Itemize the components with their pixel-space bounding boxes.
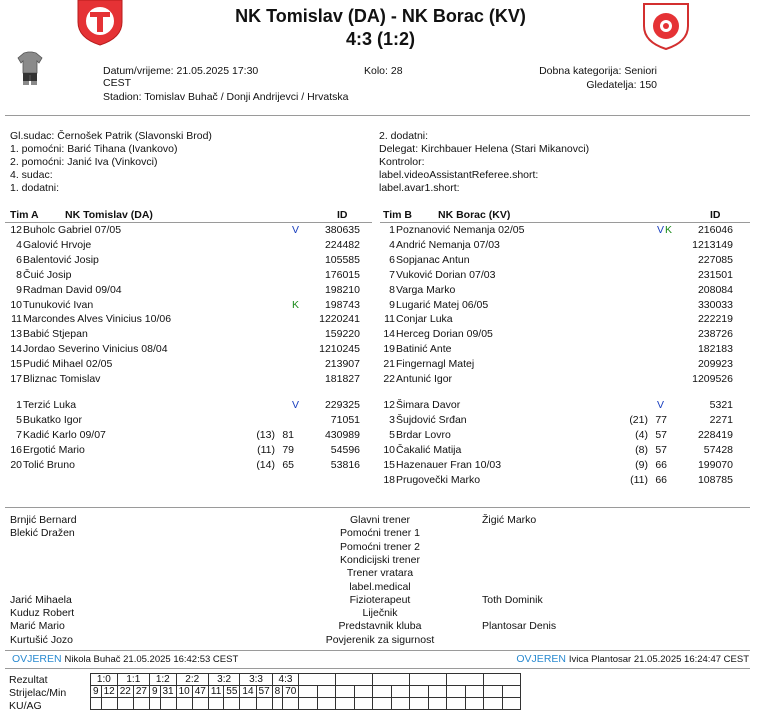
- substitution-for: (9): [635, 458, 648, 471]
- player-id: 1209526: [692, 373, 733, 385]
- player-name: Andrić Nemanja 07/03: [396, 238, 500, 251]
- substitution-for: (21): [629, 413, 648, 426]
- player-name: Galović Hrvoje: [23, 238, 92, 251]
- kuag-cell: [101, 698, 117, 710]
- staff-role: label.medical: [349, 580, 411, 593]
- staff-role: Trener vratara: [346, 567, 414, 580]
- player-number: 17: [10, 373, 22, 385]
- player-id: 5321: [709, 399, 733, 411]
- player-number: 10: [383, 443, 395, 456]
- player-name: Čuić Josip: [23, 268, 72, 281]
- scorer-minute-cell: 55: [224, 686, 240, 698]
- player-id: 198210: [324, 283, 360, 296]
- player-name: Prugovečki Marko: [396, 473, 481, 486]
- player-name: Poznanović Nemanja 02/05: [396, 224, 525, 236]
- team-a-name: NK Tomislav (DA): [65, 209, 153, 221]
- staff-away-name: Toth Dominik: [482, 593, 543, 606]
- official-line: label.videoAssistantReferee.short:: [379, 169, 539, 181]
- player-name: Vuković Dorian 07/03: [396, 268, 496, 281]
- kuag-cell: [502, 698, 521, 710]
- kuag-cell: [317, 698, 336, 710]
- kuag-cell: [149, 698, 160, 710]
- player-name: Tunuković Ivan: [23, 298, 94, 311]
- score-empty-cell: [299, 674, 336, 686]
- player-number: 12: [383, 399, 395, 411]
- substitution-minute: 79: [282, 443, 294, 456]
- player-id: 227085: [697, 253, 733, 266]
- player-number: 5: [16, 413, 22, 426]
- staff-home-name: Kuduz Robert: [10, 607, 75, 620]
- player-number: 3: [389, 413, 395, 426]
- scorer-number-cell: 22: [117, 686, 133, 698]
- score-empty-cell: [299, 686, 318, 698]
- player-id: 71051: [330, 413, 360, 426]
- score-empty-cell: [336, 674, 373, 686]
- team-a-label: Tim A: [10, 209, 39, 221]
- player-number: 7: [389, 268, 395, 281]
- official-line: label.avar1.short:: [379, 182, 460, 194]
- player-number: 11: [384, 313, 395, 326]
- player-name: Čakalić Matija: [396, 443, 462, 456]
- player-number: 12: [10, 224, 22, 236]
- score-row-label-scorer: Strijelac/Min: [9, 687, 67, 699]
- score-result-cell: 1:1: [117, 674, 149, 686]
- kuag-cell: [354, 698, 373, 710]
- kuag-cell: [224, 698, 240, 710]
- score-empty-cell: [336, 686, 355, 698]
- player-name: Fingernagl Matej: [396, 358, 475, 371]
- substitution-for: (11): [257, 443, 275, 456]
- player-id: 2271: [709, 413, 733, 426]
- player-name: Bliznac Tomislav: [23, 373, 101, 385]
- substitution-for: (13): [256, 428, 275, 441]
- player-number: 7: [16, 428, 22, 441]
- staff-role: Pomoćni trener 1: [340, 527, 420, 540]
- player-name: Sopjanac Antun: [396, 253, 470, 266]
- score-empty-cell: [447, 686, 466, 698]
- score-empty-cell: [484, 686, 503, 698]
- player-id: 430989: [324, 428, 360, 441]
- player-id: 176015: [324, 268, 360, 281]
- player-id: 1210245: [319, 343, 360, 356]
- player-id: 330033: [697, 298, 733, 311]
- player-number: 8: [16, 268, 22, 281]
- substitution-for: (11): [630, 473, 648, 486]
- jersey-icon: [17, 51, 43, 87]
- staff-home-name: Jarić Mihaela: [10, 593, 72, 606]
- player-id: 1220241: [319, 313, 360, 326]
- divider: [5, 668, 750, 669]
- player-id: 199070: [697, 458, 733, 471]
- player-number: 9: [389, 298, 395, 311]
- kuag-cell: [391, 698, 410, 710]
- score-empty-cell: [373, 674, 410, 686]
- player-id: 108785: [697, 473, 733, 486]
- scorer-minute-cell: 31: [160, 686, 176, 698]
- player-number: 6: [16, 253, 22, 266]
- kuag-cell: [299, 698, 318, 710]
- substitution-for: (8): [635, 443, 648, 456]
- staff-role: Povjerenik za sigurnost: [325, 633, 435, 646]
- player-id: 222219: [697, 313, 733, 326]
- player-id: 216046: [697, 224, 733, 236]
- spectators: Gledatelja: 150: [586, 79, 657, 91]
- staff-home-name: Brnjić Bernard: [10, 514, 77, 526]
- player-role-mark: V: [657, 224, 665, 236]
- player-number: 15: [10, 358, 22, 371]
- score-empty-cell: [410, 686, 429, 698]
- kuag-cell: [240, 698, 256, 710]
- player-number: 10: [10, 298, 22, 311]
- scorer-number-cell: 9: [91, 686, 102, 698]
- kuag-cell: [410, 698, 429, 710]
- home-verified-status: OVJEREN: [12, 653, 62, 665]
- staff-home-name: Kurtušić Jozo: [10, 633, 74, 646]
- kuag-cell: [256, 698, 272, 710]
- team-b-id-header: ID: [710, 209, 721, 221]
- team-a-id-header: ID: [337, 209, 348, 221]
- kuag-cell: [428, 698, 447, 710]
- player-id: 231501: [697, 268, 733, 281]
- player-name: Tolić Bruno: [23, 458, 75, 471]
- score-empty-cell: [410, 674, 447, 686]
- player-number: 16: [10, 443, 22, 456]
- home-verified-text: Nikola Buhač 21.05.2025 16:42:53 CEST: [64, 654, 239, 665]
- staff-role: Glavni trener: [349, 514, 411, 526]
- substitution-minute: 77: [655, 413, 667, 426]
- kuag-cell: [336, 698, 355, 710]
- official-line: 4. sudac:: [10, 169, 53, 181]
- official-line: 2. dodatni:: [379, 130, 429, 142]
- player-name: Hazenauer Fran 10/03: [396, 458, 502, 471]
- player-number: 22: [383, 373, 395, 385]
- kuag-cell: [373, 698, 392, 710]
- player-id: 229325: [324, 399, 360, 411]
- staff-role: Pomoćni trener 2: [340, 540, 420, 553]
- team-b-divider: [380, 222, 750, 223]
- home-verification: [12, 653, 238, 665]
- player-number: 13: [10, 328, 22, 341]
- player-id: 228419: [697, 428, 733, 441]
- player-name: Radman David 09/04: [23, 283, 122, 296]
- score-result-cell: 2:2: [176, 674, 208, 686]
- staff-role: Predstavnik kluba: [338, 620, 422, 633]
- player-number: 19: [383, 343, 395, 356]
- scorer-minute-cell: 57: [256, 686, 272, 698]
- player-number: 18: [383, 473, 395, 486]
- substitution-for: (14): [256, 458, 275, 471]
- kuag-cell: [117, 698, 133, 710]
- player-name: Batinić Ante: [396, 343, 452, 356]
- player-name: Herceg Dorian 09/05: [396, 328, 493, 341]
- scorer-minute-cell: 27: [133, 686, 149, 698]
- player-name: Terzić Luka: [23, 399, 77, 411]
- match-timezone: CEST: [103, 77, 132, 89]
- staff-away-name: Žigić Marko: [482, 514, 537, 526]
- player-name: Šujdović Srđan: [396, 413, 467, 426]
- team-b-label: Tim B: [383, 209, 412, 221]
- team-a-divider: [5, 222, 372, 223]
- player-id: 53816: [330, 458, 360, 471]
- player-role-mark: V: [292, 224, 300, 236]
- player-name: Balentović Josip: [23, 253, 99, 266]
- match-datetime: Datum/vrijeme: 21.05.2025 17:30: [103, 65, 259, 77]
- score-row-label-result: Rezultat: [9, 674, 48, 686]
- kuag-cell: [133, 698, 149, 710]
- official-line: 1. dodatni:: [10, 182, 60, 194]
- scorer-number-cell: 11: [208, 686, 223, 698]
- player-name: Bukatko Igor: [23, 413, 82, 426]
- official-line: Kontrolor:: [379, 156, 425, 168]
- player-id: 159220: [324, 328, 360, 341]
- player-number: 6: [389, 253, 395, 266]
- match-title: NK Tomislav (DA) - NK Borac (KV): [235, 6, 526, 26]
- score-result-cell: 1:0: [91, 674, 118, 686]
- player-role-mark: V: [657, 399, 665, 411]
- player-name: Pudić Mihael 02/05: [23, 358, 113, 371]
- player-role-mark: V: [292, 399, 300, 411]
- staff-role: Fizioterapeut: [349, 593, 411, 606]
- player-number: 1: [16, 399, 22, 411]
- score-empty-cell: [484, 674, 521, 686]
- player-number: 9: [16, 283, 22, 296]
- kuag-cell: [160, 698, 176, 710]
- player-name: Brdar Lovro: [396, 428, 451, 441]
- score-result-cell: 3:2: [208, 674, 240, 686]
- staff-role: Kondicijski trener: [340, 553, 420, 566]
- scoring-table: [90, 673, 521, 710]
- player-number: 4: [16, 238, 22, 251]
- player-id: 198743: [324, 298, 360, 311]
- score-empty-cell: [317, 686, 336, 698]
- score-empty-cell: [465, 686, 484, 698]
- age-category: Dobna kategorija: Seniori: [539, 65, 657, 77]
- divider: [5, 115, 750, 116]
- captain-mark: K: [665, 224, 673, 236]
- scorer-number-cell: 8: [272, 686, 283, 698]
- score-result-cell: 4:3: [272, 674, 299, 686]
- team-b-name: NK Borac (KV): [438, 209, 511, 221]
- scorer-minute-cell: 47: [192, 686, 208, 698]
- scorer-number-cell: 14: [240, 686, 256, 698]
- substitution-minute: 57: [655, 428, 667, 441]
- divider: [5, 650, 750, 651]
- substitution-minute: 65: [282, 458, 294, 471]
- away-verified-status: OVJEREN: [516, 653, 566, 665]
- score-empty-cell: [391, 686, 410, 698]
- substitution-for: (4): [635, 428, 648, 441]
- player-name: Antunić Igor: [396, 373, 453, 385]
- substitution-minute: 66: [655, 473, 667, 486]
- player-id: 57428: [703, 443, 733, 456]
- kuag-cell: [272, 698, 283, 710]
- player-id: 105585: [324, 253, 360, 266]
- kuag-cell: [176, 698, 192, 710]
- player-name: Buholc Gabriel 07/05: [23, 224, 122, 236]
- player-number: 11: [11, 313, 22, 326]
- kuag-cell: [465, 698, 484, 710]
- official-line: 1. pomoćni: Barić Tihana (Ivankovo): [10, 143, 178, 155]
- player-name: Kadić Karlo 09/07: [23, 428, 106, 441]
- score-empty-cell: [447, 674, 484, 686]
- player-name: Lugarić Matej 06/05: [396, 298, 489, 311]
- score-empty-cell: [354, 686, 373, 698]
- score-empty-cell: [373, 686, 392, 698]
- player-name: Varga Marko: [396, 283, 456, 296]
- scorer-number-cell: 10: [176, 686, 192, 698]
- player-name: Ergotić Mario: [23, 443, 85, 456]
- kuag-cell: [208, 698, 223, 710]
- score-result-cell: 3:3: [240, 674, 272, 686]
- scorer-number-cell: 9: [149, 686, 160, 698]
- player-id: 238726: [697, 328, 733, 341]
- score-result-cell: 1:2: [149, 674, 176, 686]
- substitution-minute: 81: [282, 428, 294, 441]
- staff-home-name: Blekić Dražen: [10, 527, 75, 540]
- player-number: 14: [10, 343, 22, 356]
- player-id: 182183: [697, 343, 733, 356]
- player-name: Conjar Luka: [396, 313, 453, 326]
- player-name: Šimara Davor: [396, 399, 461, 411]
- player-number: 8: [389, 283, 395, 296]
- player-id: 380635: [324, 224, 360, 236]
- player-id: 224482: [324, 238, 360, 251]
- player-role-mark: K: [292, 298, 300, 311]
- official-line: Gl.sudac: Černošek Patrik (Slavonski Brod): [10, 130, 212, 142]
- scorer-minute-cell: 70: [283, 686, 299, 698]
- away-verification: [516, 653, 749, 665]
- kuag-cell: [91, 698, 102, 710]
- player-id: 1213149: [692, 238, 733, 251]
- player-name: Babić Stjepan: [23, 328, 88, 341]
- match-round: Kolo: 28: [364, 65, 403, 77]
- score-empty-cell: [502, 686, 521, 698]
- substitution-minute: 66: [655, 458, 667, 471]
- player-number: 20: [10, 458, 22, 471]
- scorer-minute-cell: 12: [101, 686, 117, 698]
- staff-away-name: Plantosar Denis: [482, 620, 557, 633]
- player-number: 4: [389, 238, 395, 251]
- official-line: Delegat: Kirchbauer Helena (Stari Mikanovci): [379, 143, 590, 155]
- staff-home-name: Marić Mario: [10, 620, 65, 633]
- official-line: 2. pomoćni: Janić Iva (Vinkovci): [10, 156, 158, 168]
- player-number: 15: [383, 458, 395, 471]
- player-number: 14: [383, 328, 395, 341]
- kuag-cell: [447, 698, 466, 710]
- player-name: Marcondes Alves Vinicius 10/06: [23, 313, 172, 326]
- kuag-cell: [484, 698, 503, 710]
- player-number: 5: [389, 428, 395, 441]
- score-empty-cell: [428, 686, 447, 698]
- player-number: 1: [389, 224, 395, 236]
- player-number: 21: [383, 358, 395, 371]
- match-stadium: Stadion: Tomislav Buhač / Donji Andrijevci / Hrvatska: [103, 91, 349, 103]
- player-id: 209923: [697, 358, 733, 371]
- player-name: Jordao Severino Vinicius 08/04: [23, 343, 168, 356]
- player-id: 181827: [324, 373, 360, 385]
- staff-role: Liječnik: [362, 607, 398, 620]
- substitution-minute: 57: [655, 443, 667, 456]
- divider: [5, 507, 750, 508]
- player-id: 213907: [324, 358, 360, 371]
- kuag-cell: [283, 698, 299, 710]
- away-verified-text: Ivica Plantosar 21.05.2025 16:24:47 CEST: [568, 654, 749, 665]
- player-id: 54596: [330, 443, 360, 456]
- kuag-cell: [192, 698, 208, 710]
- match-score: 4:3 (1:2): [345, 29, 416, 49]
- player-id: 208084: [697, 283, 733, 296]
- score-row-label-kuag: KU/AG: [9, 700, 42, 712]
